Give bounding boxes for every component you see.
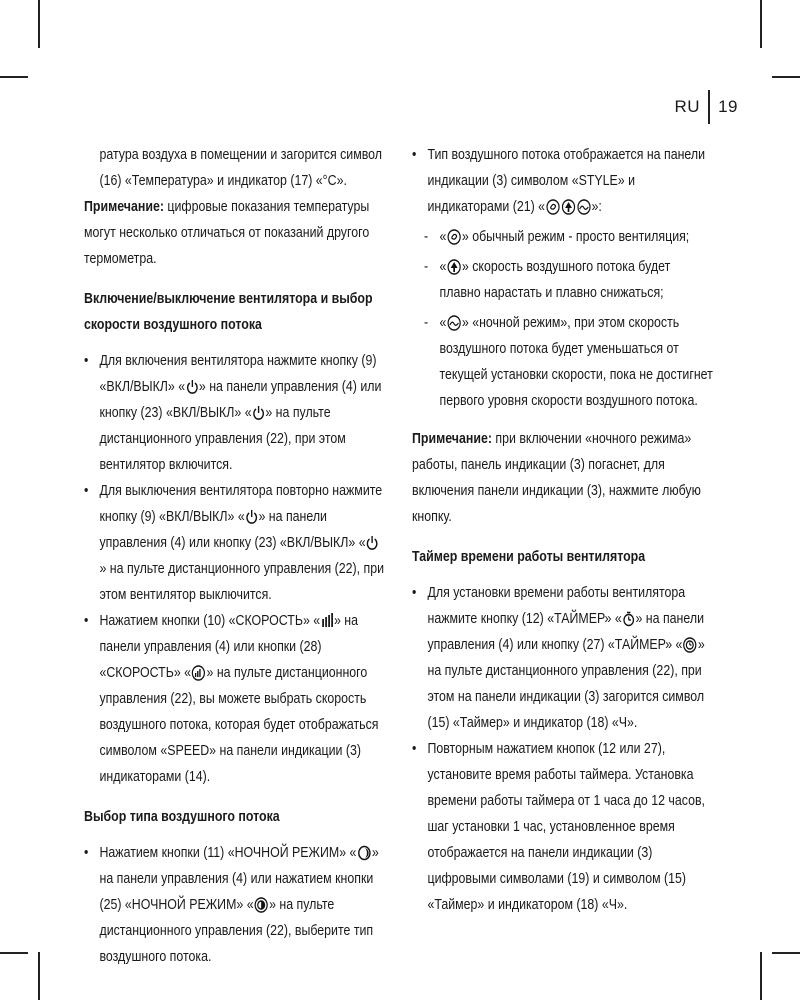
- normal-mode-icon: [447, 229, 461, 245]
- bullet-text: Для установки времени работы вентилятора нажмите кнопку (12) «ТАЙМЕР» «: [427, 585, 686, 627]
- normal-mode-icon: [546, 199, 560, 215]
- night-style-icon: [577, 199, 591, 215]
- bullet-text: Тип воздушного потока отображается на панели индикации (3) символом «STYLE» и индикаторами (21) «: [427, 147, 706, 215]
- dash-mark: -: [424, 229, 429, 245]
- bullet-text: Нажатием кнопки (10) «СКОРОСТЬ» «: [99, 613, 321, 629]
- speed-bars-icon: [321, 613, 333, 629]
- bullet-text: » на пульте дистанционного управления (22), при этом на панели индикации (3) загорится символ (15) «Таймер» и индикатор (18) «Ч».: [427, 637, 705, 731]
- note-text: цифровые показания температуры могут несколько отличаться от показаний другого термометра.: [84, 199, 370, 267]
- crop-mark: [38, 0, 40, 48]
- section-heading: Таймер времени работы вентилятора: [412, 549, 646, 565]
- dash-mark: -: [424, 315, 429, 331]
- section-heading: Выбор типа воздушного потока: [84, 809, 280, 825]
- bullet-text: » на панели управления (4) или нажатием кнопки (25) «НОЧНОЙ РЕЖИМ» «: [99, 845, 379, 913]
- bullet-item: [84, 608, 385, 790]
- bullet-text: » на пульте дистанционного управления (22), при этом вентилятор выключится.: [99, 561, 385, 603]
- bullet-text: » на панели управления (4) или кнопки (28) «СКОРОСТЬ» «: [99, 613, 358, 681]
- note-paragraph: [412, 426, 713, 530]
- crop-mark: [0, 76, 28, 78]
- bullet-text: » на панели управления (4) или кнопку (23) «ВКЛ/ВЫКЛ» «: [99, 509, 366, 551]
- night-mode-icon: [357, 845, 371, 861]
- crop-mark: [0, 952, 28, 954]
- bullet-text: » на панели управления (4) или кнопку (23) «ВКЛ/ВЫКЛ» «: [99, 379, 382, 421]
- right-column: [412, 142, 713, 918]
- section-heading: Включение/выключение вентилятора и выбор скорости воздушного потока: [84, 291, 373, 333]
- note-paragraph: [84, 194, 385, 272]
- intro-line: ратура воздуха в помещении и загорится символ: [99, 147, 382, 163]
- bullet-text: »:: [591, 199, 602, 215]
- note-text: при включении «ночного режима» работы, панель индикации (3) погаснет, для включения панели индикации (3), нажмите любую кнопку.: [412, 431, 701, 525]
- page-number: 19: [718, 97, 738, 116]
- bullet-text: Для выключения вентилятора повторно нажмите кнопку (9) «ВКЛ/ВЫКЛ» «: [99, 483, 383, 525]
- bullet-text: » на пульте дистанционного управления (22), вы можете выбрать скорость воздушного потока, которая будет отображаться символом «SPEED» на панели индикации (3) индикаторами (14).: [99, 665, 379, 785]
- power-icon: [252, 405, 264, 421]
- crop-mark: [38, 952, 40, 1000]
- dash-mark: -: [424, 259, 429, 275]
- crop-mark: [772, 76, 800, 78]
- night-mode-circle-icon: [254, 897, 268, 913]
- wave-mode-icon: [447, 259, 461, 275]
- quote-mark: «: [439, 315, 447, 331]
- bullet-text: » на пульте дистанционного управления (22), при этом вентилятор включится.: [99, 405, 346, 473]
- wave-mode-icon: [561, 199, 575, 215]
- bullet-item: [84, 840, 385, 970]
- dash-item: [412, 254, 713, 306]
- dash-text: » обычный режим - просто вентиляция;: [461, 229, 690, 245]
- speed-circle-icon: [192, 665, 206, 681]
- bullet-text: » на пульте дистанционного управления (22), выберите тип воздушного потока.: [99, 897, 374, 965]
- bullet-item: • Повторным нажатием кнопок (12 или 27), установите время работы таймера. Установка времени работы таймера от 1 часа до 12 часов, шаг установки 1 час, установленное время отображается на панели индикации (3) цифровыми символами (19) и символом (15) «Таймер» и индикатором (18) «Ч».: [412, 736, 713, 918]
- bullet-text: » на панели управления (4) или кнопку (27) «ТАЙМЕР» «: [427, 611, 704, 653]
- bullet-item: [84, 348, 385, 478]
- crop-mark: [760, 952, 762, 1000]
- note-label: Примечание:: [84, 199, 164, 215]
- spacer: [412, 418, 713, 426]
- language-label: RU: [674, 97, 701, 116]
- dash-text: » «ночной режим», при этом скорость воздушного потока будет уменьшаться от текущей установки скорости, пока не достигнет первого уровня скорости воздушного потока.: [439, 315, 713, 409]
- left-column: [84, 142, 385, 970]
- header-divider: [708, 90, 710, 124]
- bullet-item: [84, 478, 385, 608]
- quote-mark: «: [439, 229, 447, 245]
- power-icon: [366, 535, 378, 551]
- timer-circle-icon: [683, 637, 697, 653]
- power-icon: [186, 379, 198, 395]
- power-icon: [246, 509, 258, 525]
- bullet-text: Нажатием кнопки (11) «НОЧНОЙ РЕЖИМ» «: [99, 845, 357, 861]
- bullet-item: [412, 142, 713, 220]
- dash-item: [412, 310, 713, 414]
- quote-mark: «: [439, 259, 447, 275]
- page-header: [675, 90, 738, 124]
- timer-icon: [623, 611, 635, 627]
- crop-mark: [760, 0, 762, 48]
- note-label: Примечание:: [412, 431, 492, 447]
- bullet-item: [412, 580, 713, 736]
- night-style-icon: [447, 315, 461, 331]
- dash-text: » скорость воздушного потока будет плавно нарастать и плавно снижаться;: [439, 259, 671, 301]
- bullet-text: Для включения вентилятора нажмите кнопку (9) «ВКЛ/ВЫКЛ» «: [99, 353, 377, 395]
- intro-line: (16) «Температура» и индикатор (17) «°С».: [99, 173, 347, 189]
- dash-item: [412, 224, 713, 250]
- crop-mark: [772, 952, 800, 954]
